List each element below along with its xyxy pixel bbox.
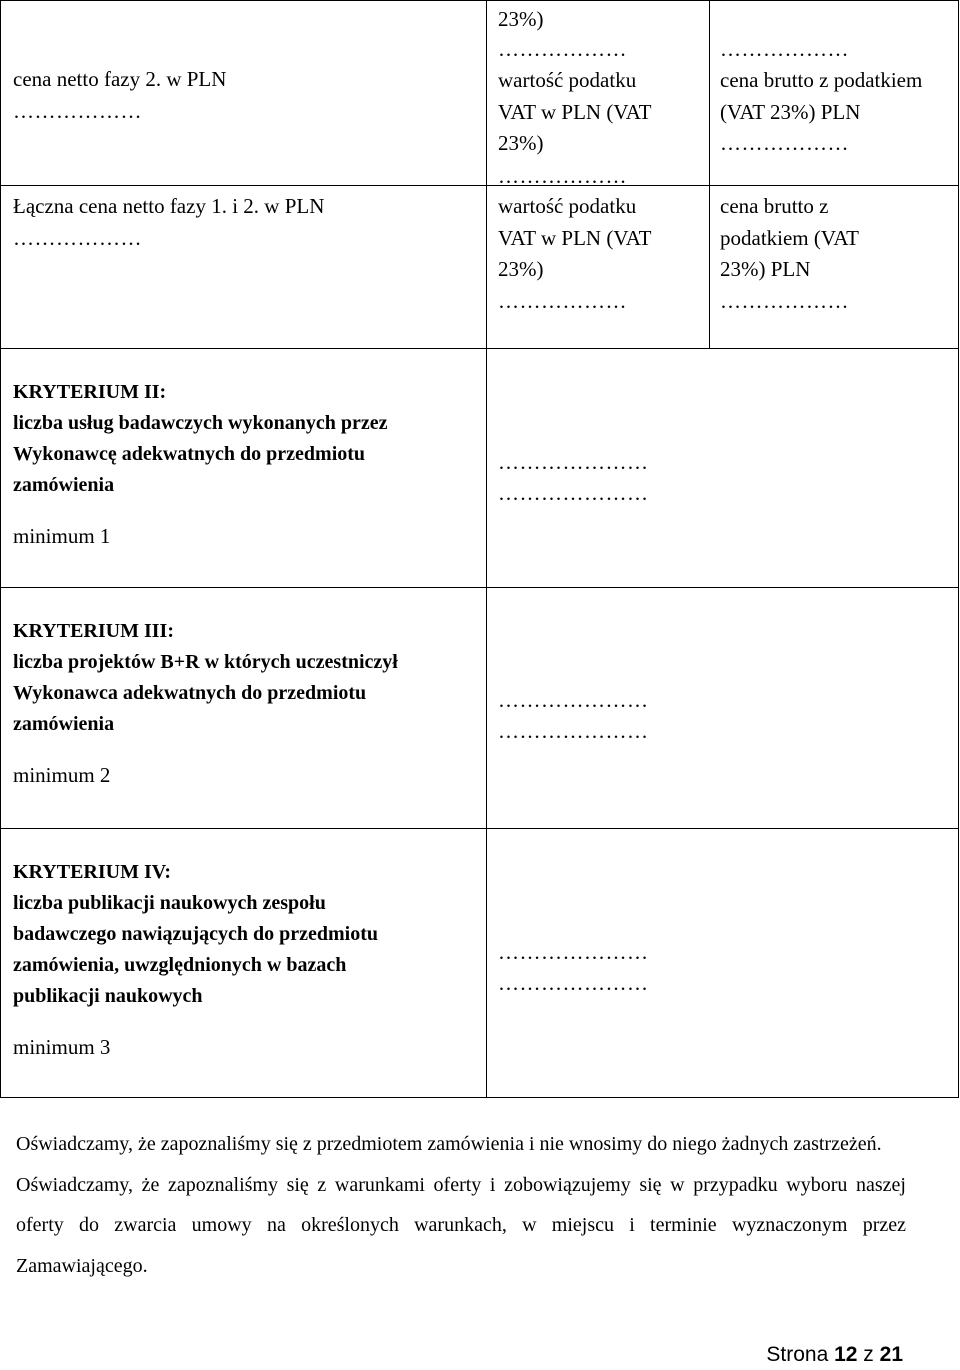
- criterion-4-answer-cell: [487, 829, 959, 1098]
- criterion-2-answer-line-1[interactable]: …………………: [498, 450, 649, 474]
- criterion-row-3: [1, 588, 959, 829]
- criterion-4-description-cell: [1, 829, 487, 1098]
- gross-total-label-line-1: cena brutto z: [720, 194, 829, 218]
- criterion-4-desc-line-2: badawczego nawiązujących do przedmiotu: [13, 923, 378, 945]
- vat-total-label-line-1: wartość podatku: [498, 194, 637, 218]
- page-label: Strona: [766, 1343, 829, 1366]
- criterion-3-desc-line-2: Wykonawca adekwatnych do przedmiotu: [13, 682, 367, 704]
- net-price-phase-2-label: cena netto fazy 2. w PLN: [13, 67, 227, 91]
- gross-phase-2-label-line-2: (VAT 23%) PLN: [720, 100, 861, 124]
- criterion-2-desc-line-3: zamówienia: [13, 474, 115, 496]
- gross-phase-2-blank-bottom[interactable]: ………………: [720, 131, 849, 155]
- vat-total-cell: [487, 164, 710, 349]
- criterion-3-answer-cell: [487, 588, 959, 829]
- criterion-4-answer-line-1[interactable]: …………………: [498, 940, 649, 964]
- criterion-4-desc-line-4: publikacji naukowych: [13, 985, 203, 1007]
- net-price-total-label: Łączna cena netto fazy 1. i 2. w PLN: [13, 194, 325, 218]
- vat-phase-2-label-line-2: VAT w PLN (VAT: [498, 100, 652, 124]
- current-page-number: 12: [834, 1343, 858, 1366]
- gross-phase-2-label-line-1: cena brutto z podatkiem: [720, 68, 923, 92]
- criterion-4-desc-line-1: liczba publikacji naukowych zespołu: [13, 892, 326, 914]
- criterion-3-description-cell: [1, 588, 487, 829]
- vat-phase-2-blank-top[interactable]: ………………: [498, 37, 627, 61]
- criterion-3-answer-line-2[interactable]: …………………: [498, 719, 649, 743]
- criterion-row-4: [1, 829, 959, 1098]
- gross-total-blank-bottom[interactable]: ………………: [720, 289, 849, 313]
- gross-price-phase-2-cell: [710, 1, 959, 186]
- vat-total-label-line-2: VAT w PLN (VAT: [498, 226, 652, 250]
- criterion-4-minimum: minimum 3: [13, 1035, 111, 1059]
- net-price-phase-2-blank[interactable]: ………………: [13, 99, 142, 123]
- vat-total-blank-top[interactable]: ………………: [498, 164, 627, 188]
- net-price-total-blank[interactable]: ………………: [13, 226, 142, 250]
- criterion-2-answer-cell: [487, 349, 959, 588]
- declaration-paragraph-2: Oświadczamy, że zapoznaliśmy się z warunkami oferty i zobowiązujemy się w przypadku wyboru naszej oferty do zwarcia umowy na określonych warunkach, w miejscu i terminie wyznaczonym przez Zamawiającego.: [16, 1173, 906, 1277]
- net-price-phase-2-cell: [1, 1, 487, 186]
- total-pages-number: 21: [879, 1343, 903, 1366]
- criterion-3-minimum: minimum 2: [13, 763, 111, 787]
- net-price-total-cell: [1, 186, 487, 349]
- criterion-3-title: KRYTERIUM III:: [13, 620, 174, 642]
- criterion-4-title: KRYTERIUM IV:: [13, 861, 172, 883]
- vat-phase-2-label-line-3: 23%): [498, 131, 544, 155]
- criterion-4-answer-line-2[interactable]: …………………: [498, 971, 649, 995]
- criterion-4-desc-line-3: zamówienia, uwzględnionych w bazach: [13, 954, 347, 976]
- vat-total-label-line-3: 23%): [498, 257, 544, 281]
- criterion-3-desc-line-3: zamówienia: [13, 713, 115, 735]
- vat-phase-2-label-line-1: wartość podatku: [498, 68, 637, 92]
- criterion-3-desc-line-1: liczba projektów B+R w których uczestniczył: [13, 651, 398, 673]
- criterion-2-desc-line-1: liczba usług badawczych wykonanych przez: [13, 412, 388, 434]
- page-separator: z: [863, 1343, 874, 1366]
- gross-total-label-line-3: 23%) PLN: [720, 257, 811, 281]
- vat-continuation-text: 23%): [498, 7, 544, 31]
- vat-phase-2-cell: [487, 1, 710, 186]
- gross-total-label-line-2: podatkiem (VAT: [720, 226, 860, 250]
- price-row-total: [1, 186, 959, 349]
- declaration-paragraph-1: Oświadczamy, że zapoznaliśmy się z przedmiotem zamówienia i nie wnosimy do niego żadnych zastrzeżeń.: [16, 1133, 882, 1155]
- criterion-2-title: KRYTERIUM II:: [13, 381, 167, 403]
- page-number-footer: [766, 1341, 903, 1369]
- gross-phase-2-blank-top[interactable]: ………………: [720, 37, 849, 61]
- price-row-phase-2: [1, 1, 959, 186]
- criterion-2-description-cell: [1, 349, 487, 588]
- declarations-section: [16, 1124, 906, 1286]
- criterion-2-answer-line-2[interactable]: …………………: [498, 481, 649, 505]
- vat-total-blank-bottom[interactable]: ………………: [498, 289, 627, 313]
- criterion-3-answer-line-1[interactable]: …………………: [498, 688, 649, 712]
- gross-price-total-cell: [710, 186, 959, 349]
- criterion-2-desc-line-2: Wykonawcę adekwatnych do przedmiotu: [13, 443, 366, 465]
- criterion-2-minimum: minimum 1: [13, 524, 111, 548]
- criterion-row-2: [1, 349, 959, 588]
